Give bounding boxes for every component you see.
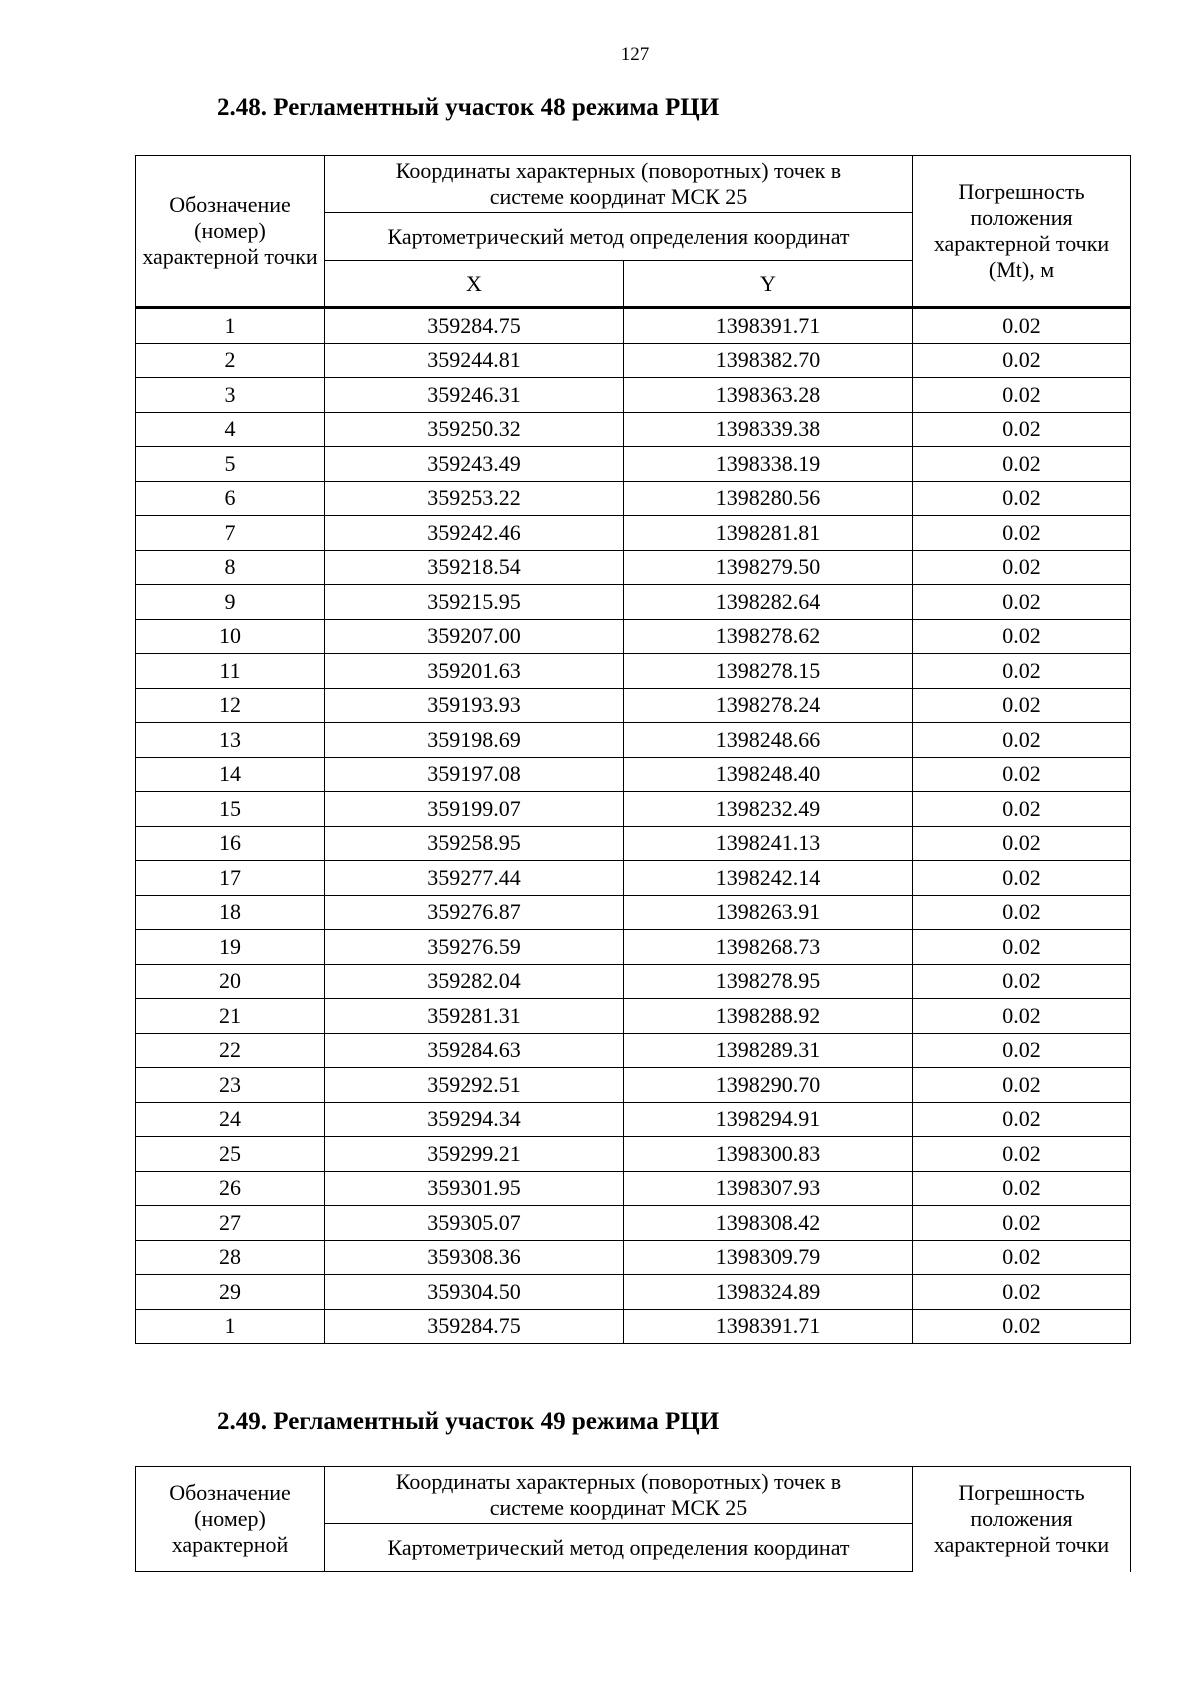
cell-point-number: 23 (136, 1068, 325, 1103)
header-error: Погрешность положения характерной точки (913, 1467, 1131, 1572)
table-row (136, 1275, 1131, 1310)
cell-error: 0.02 (913, 1102, 1131, 1137)
cell-error: 0.02 (913, 999, 1131, 1034)
cell-point-number: 10 (136, 619, 325, 654)
table-row (136, 1102, 1131, 1137)
cell-point-number: 26 (136, 1171, 325, 1206)
cell-x: 359282.04 (325, 964, 624, 999)
cell-x: 359276.59 (325, 930, 624, 965)
cell-y: 1398278.24 (624, 688, 913, 723)
cell-point-number: 27 (136, 1206, 325, 1241)
table-row (136, 1137, 1131, 1172)
table-row (136, 964, 1131, 999)
cell-error: 0.02 (913, 550, 1131, 585)
cell-point-number: 5 (136, 447, 325, 482)
cell-y: 1398232.49 (624, 792, 913, 827)
table-row (136, 550, 1131, 585)
header-x: X (325, 261, 624, 308)
cell-error: 0.02 (913, 964, 1131, 999)
cell-x: 359250.32 (325, 412, 624, 447)
table-row (136, 585, 1131, 620)
cell-point-number: 8 (136, 550, 325, 585)
cell-x: 359294.34 (325, 1102, 624, 1137)
cell-point-number: 11 (136, 654, 325, 689)
cell-x: 359193.93 (325, 688, 624, 723)
header-point-designation: Обозначение (номер) характерной точки (136, 156, 325, 308)
cell-point-number: 20 (136, 964, 325, 999)
cell-error: 0.02 (913, 412, 1131, 447)
cell-x: 359258.95 (325, 826, 624, 861)
cell-x: 359242.46 (325, 516, 624, 551)
table-row (136, 447, 1131, 482)
cell-point-number: 13 (136, 723, 325, 758)
header-method: Картометрический метод определения координат (325, 213, 913, 261)
cell-y: 1398278.15 (624, 654, 913, 689)
cell-point-number: 19 (136, 930, 325, 965)
cell-point-number: 1 (136, 1309, 325, 1344)
cell-x: 359281.31 (325, 999, 624, 1034)
cell-point-number: 14 (136, 757, 325, 792)
cell-x: 359243.49 (325, 447, 624, 482)
cell-x: 359215.95 (325, 585, 624, 620)
cell-y: 1398248.40 (624, 757, 913, 792)
cell-y: 1398281.81 (624, 516, 913, 551)
cell-x: 359284.75 (325, 308, 624, 344)
cell-point-number: 1 (136, 308, 325, 344)
cell-x: 359246.31 (325, 378, 624, 413)
table-row (136, 1171, 1131, 1206)
cell-error: 0.02 (913, 723, 1131, 758)
cell-error: 0.02 (913, 378, 1131, 413)
table-row (136, 999, 1131, 1034)
cell-error: 0.02 (913, 447, 1131, 482)
cell-error: 0.02 (913, 1068, 1131, 1103)
cell-point-number: 15 (136, 792, 325, 827)
cell-y: 1398339.38 (624, 412, 913, 447)
cell-error: 0.02 (913, 1033, 1131, 1068)
cell-point-number: 4 (136, 412, 325, 447)
cell-error: 0.02 (913, 1309, 1131, 1344)
cell-error: 0.02 (913, 343, 1131, 378)
cell-x: 359201.63 (325, 654, 624, 689)
cell-x: 359277.44 (325, 861, 624, 896)
cell-y: 1398307.93 (624, 1171, 913, 1206)
cell-y: 1398242.14 (624, 861, 913, 896)
cell-x: 359253.22 (325, 481, 624, 516)
cell-point-number: 22 (136, 1033, 325, 1068)
cell-point-number: 17 (136, 861, 325, 896)
cell-y: 1398268.73 (624, 930, 913, 965)
cell-error: 0.02 (913, 1275, 1131, 1310)
cell-x: 359299.21 (325, 1137, 624, 1172)
cell-error: 0.02 (913, 792, 1131, 827)
cell-y: 1398300.83 (624, 1137, 913, 1172)
cell-y: 1398290.70 (624, 1068, 913, 1103)
table-row (136, 723, 1131, 758)
cell-point-number: 18 (136, 895, 325, 930)
cell-y: 1398338.19 (624, 447, 913, 482)
cell-x: 359207.00 (325, 619, 624, 654)
cell-y: 1398382.70 (624, 343, 913, 378)
cell-error: 0.02 (913, 481, 1131, 516)
cell-error: 0.02 (913, 619, 1131, 654)
cell-point-number: 2 (136, 343, 325, 378)
cell-x: 359197.08 (325, 757, 624, 792)
cell-point-number: 29 (136, 1275, 325, 1310)
table-row (136, 1206, 1131, 1241)
cell-x: 359284.75 (325, 1309, 624, 1344)
cell-y: 1398294.91 (624, 1102, 913, 1137)
section-title: 2.48. Регламентный участок 48 режима РЦИ (217, 94, 720, 121)
cell-error: 0.02 (913, 585, 1131, 620)
cell-y: 1398263.91 (624, 895, 913, 930)
cell-x: 359308.36 (325, 1240, 624, 1275)
cell-y: 1398241.13 (624, 826, 913, 861)
table-row (136, 895, 1131, 930)
cell-y: 1398309.79 (624, 1240, 913, 1275)
coordinates-table (135, 1466, 1131, 1572)
cell-error: 0.02 (913, 757, 1131, 792)
cell-error: 0.02 (913, 308, 1131, 344)
cell-y: 1398279.50 (624, 550, 913, 585)
table-row (136, 826, 1131, 861)
cell-point-number: 24 (136, 1102, 325, 1137)
cell-y: 1398308.42 (624, 1206, 913, 1241)
header-coordinates-group: Координаты характерных (поворотных) точек в системе координат МСК 25 (325, 1467, 913, 1524)
table-row (136, 1033, 1131, 1068)
header-point-designation: Обозначение (номер) характерной (136, 1467, 325, 1572)
cell-x: 359244.81 (325, 343, 624, 378)
table-row (136, 792, 1131, 827)
cell-x: 359218.54 (325, 550, 624, 585)
cell-error: 0.02 (913, 688, 1131, 723)
cell-error: 0.02 (913, 861, 1131, 896)
cell-error: 0.02 (913, 1137, 1131, 1172)
table-row (136, 343, 1131, 378)
table-row (136, 930, 1131, 965)
table-row (136, 481, 1131, 516)
coordinates-table (135, 155, 1131, 1344)
cell-point-number: 25 (136, 1137, 325, 1172)
cell-x: 359276.87 (325, 895, 624, 930)
table-row (136, 1309, 1131, 1344)
cell-point-number: 21 (136, 999, 325, 1034)
cell-x: 359199.07 (325, 792, 624, 827)
cell-y: 1398289.31 (624, 1033, 913, 1068)
cell-y: 1398391.71 (624, 308, 913, 344)
table-row (136, 1240, 1131, 1275)
table-row (136, 861, 1131, 896)
page-number: 127 (620, 44, 650, 65)
cell-y: 1398282.64 (624, 585, 913, 620)
table-row (136, 688, 1131, 723)
cell-error: 0.02 (913, 826, 1131, 861)
table-row (136, 619, 1131, 654)
cell-y: 1398391.71 (624, 1309, 913, 1344)
cell-point-number: 28 (136, 1240, 325, 1275)
cell-x: 359284.63 (325, 1033, 624, 1068)
cell-y: 1398324.89 (624, 1275, 913, 1310)
cell-y: 1398363.28 (624, 378, 913, 413)
cell-y: 1398278.95 (624, 964, 913, 999)
header-method: Картометрический метод определения координат (325, 1524, 913, 1572)
cell-x: 359304.50 (325, 1275, 624, 1310)
cell-error: 0.02 (913, 1206, 1131, 1241)
header-coordinates-group: Координаты характерных (поворотных) точек в системе координат МСК 25 (325, 156, 913, 213)
cell-y: 1398288.92 (624, 999, 913, 1034)
cell-x: 359301.95 (325, 1171, 624, 1206)
table-row (136, 308, 1131, 344)
table-row (136, 516, 1131, 551)
cell-x: 359305.07 (325, 1206, 624, 1241)
cell-error: 0.02 (913, 895, 1131, 930)
cell-point-number: 12 (136, 688, 325, 723)
cell-error: 0.02 (913, 654, 1131, 689)
cell-y: 1398280.56 (624, 481, 913, 516)
cell-y: 1398278.62 (624, 619, 913, 654)
cell-point-number: 3 (136, 378, 325, 413)
cell-point-number: 7 (136, 516, 325, 551)
cell-error: 0.02 (913, 1171, 1131, 1206)
table-row (136, 1068, 1131, 1103)
cell-x: 359198.69 (325, 723, 624, 758)
header-error: Погрешность положения характерной точки (Mt), м (913, 156, 1131, 308)
header-y: Y (624, 261, 913, 308)
table-row (136, 654, 1131, 689)
cell-point-number: 6 (136, 481, 325, 516)
section-title: 2.49. Регламентный участок 49 режима РЦИ (217, 1408, 720, 1435)
cell-error: 0.02 (913, 516, 1131, 551)
cell-error: 0.02 (913, 930, 1131, 965)
cell-error: 0.02 (913, 1240, 1131, 1275)
table-row (136, 412, 1131, 447)
cell-y: 1398248.66 (624, 723, 913, 758)
cell-point-number: 16 (136, 826, 325, 861)
cell-point-number: 9 (136, 585, 325, 620)
table-row (136, 378, 1131, 413)
table-row (136, 757, 1131, 792)
cell-x: 359292.51 (325, 1068, 624, 1103)
